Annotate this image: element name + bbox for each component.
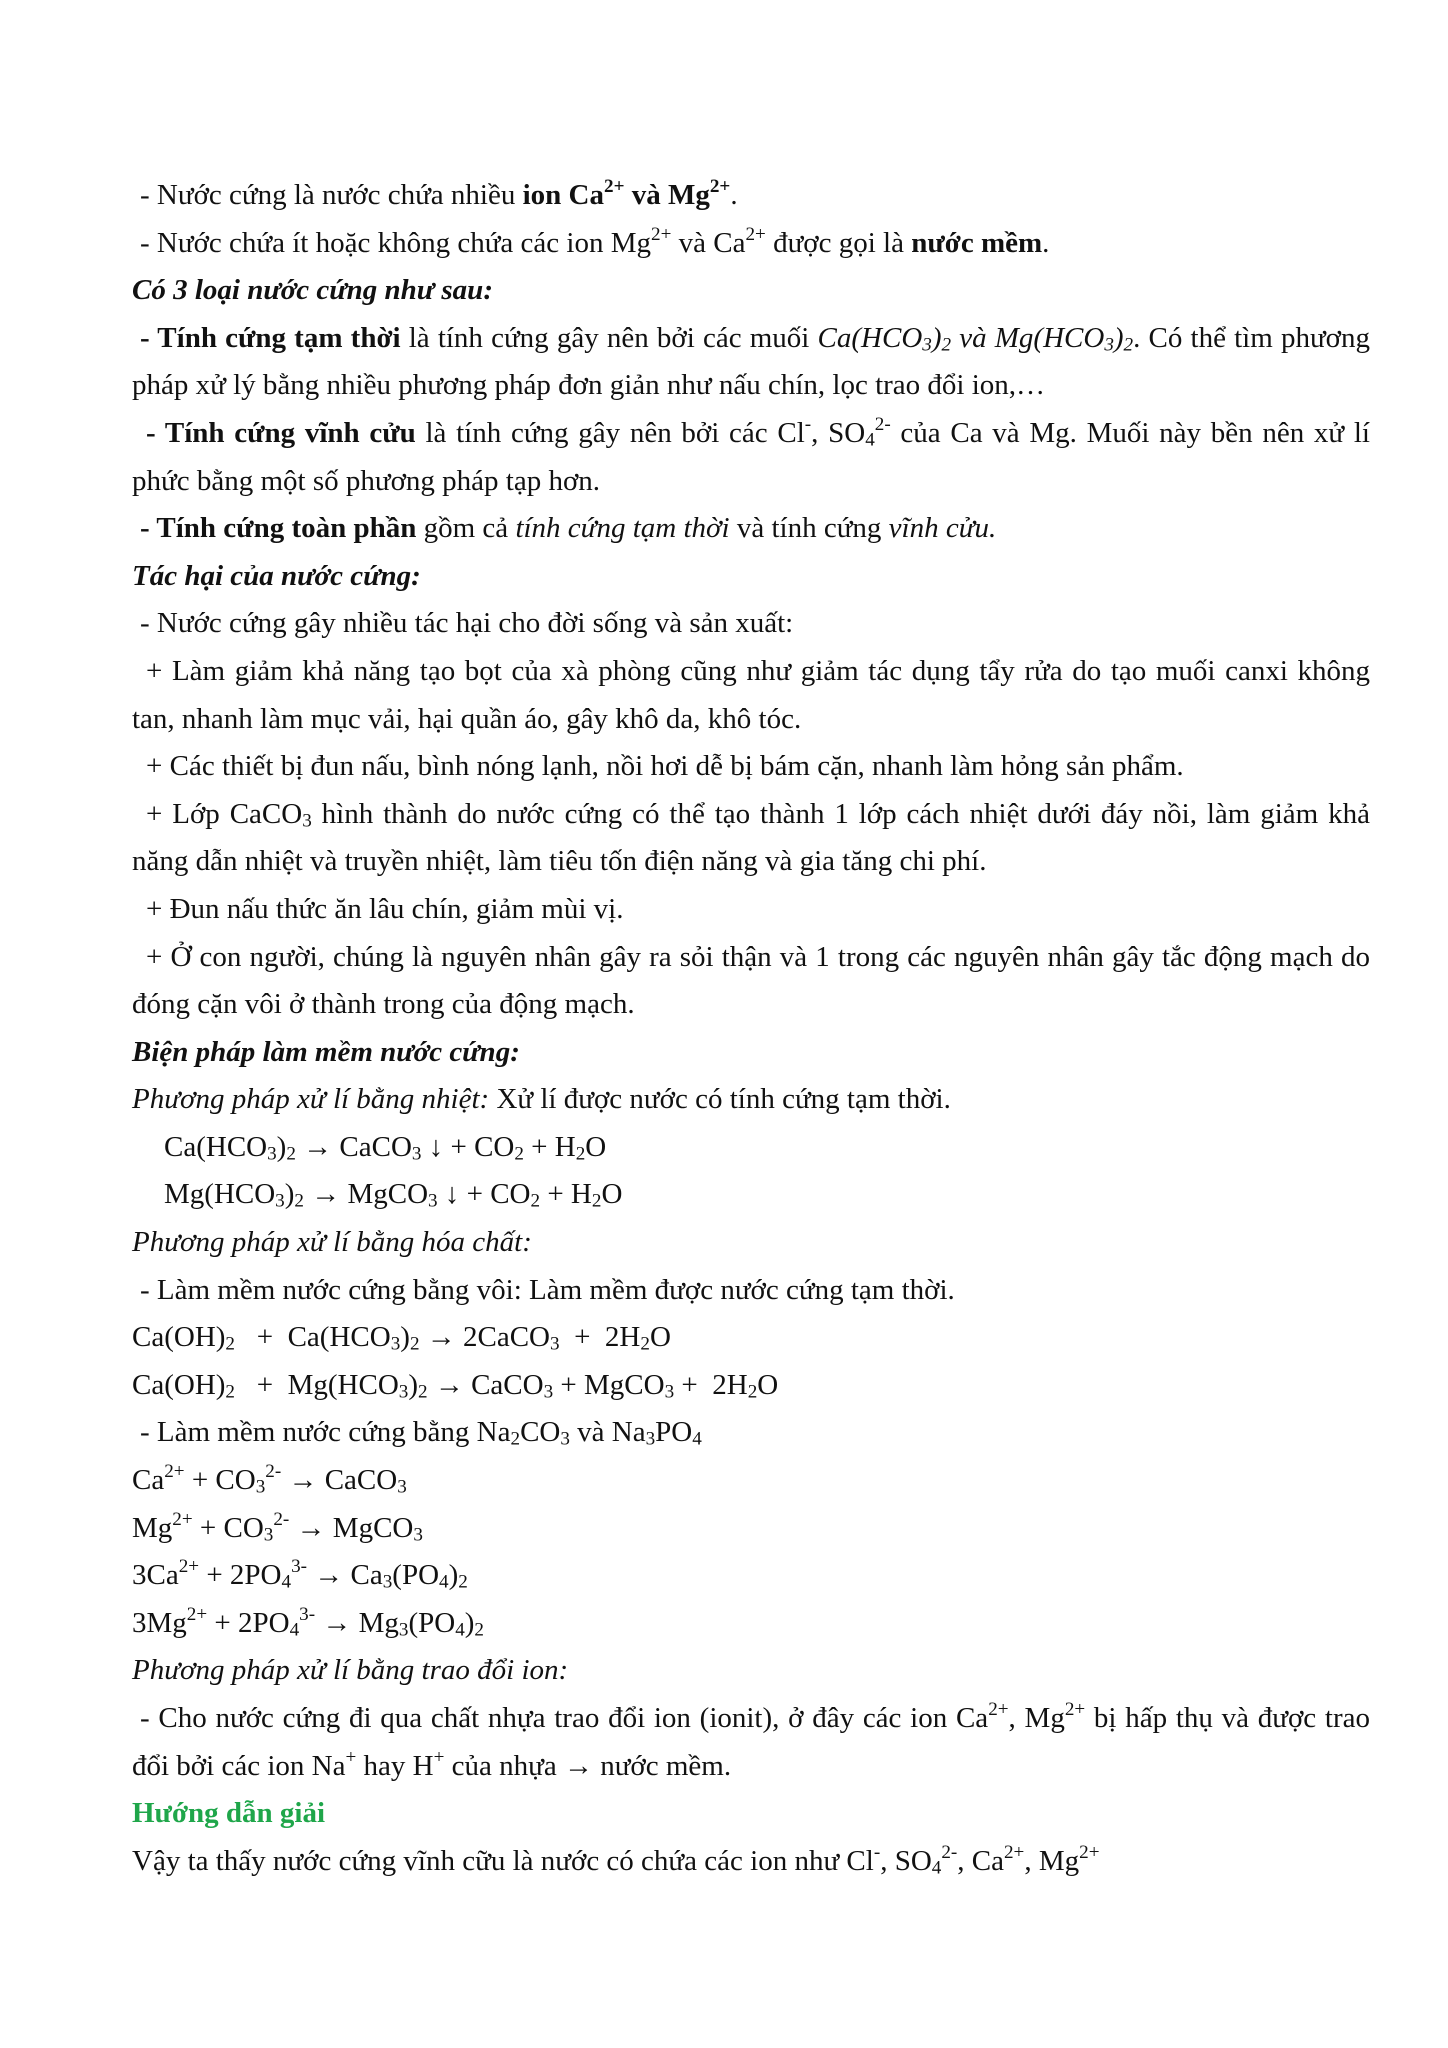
answer-line: Vậy ta thấy nước cứng vĩnh cữu là nước có chứa các ion như Cl-, $SO_4^{2-}$, $Ca^{2+}$, $Mg^{2+}$ xyxy=(132,1841,1100,1879)
harm-item-caco3-layer: + Lớp CaCO$_3$ hình thành do nước cứng có thể tạo thành 1 lớp cách nhiệt dưới đáy nồi, làm giảm khả năng dẫn nhiệt và truyền nhiệt, làm tiêu tốn điện năng và gia tăng chi phí. xyxy=(132,797,1370,878)
heading-softening: Biện pháp làm mềm nước cứng: xyxy=(132,1035,520,1068)
method-lime: - Làm mềm nước cứng bằng vôi: Làm mềm được nước cứng tạm thời. xyxy=(140,1273,955,1306)
equation-4: $Ca(OH)_2 + Mg(HCO_3)_2$ → CaCO$_3$ + MgCO$_3$ + $2H_2O$ xyxy=(132,1368,779,1403)
equation-7: $3Ca^{2+} + 2PO_4^{3-} \to Ca_3(PO_4)_2$ xyxy=(132,1556,468,1593)
paragraph-permanent-hardness: - Tính cứng vĩnh cửu là tính cứng gây nên bởi các Cl-, $SO_4^{2-}$ của Ca và Mg. Muối này bền nên xử lí phức bằng một số phương pháp tạp hơn. xyxy=(132,414,1370,497)
paragraph-temporary-hardness: - Tính cứng tạm thời là tính cứng gây nên bởi các muối $Ca(HCO_3)_2$ và $Mg(HCO_3)_2$. Có thể tìm phương pháp xử lý bằng nhiều phương pháp đơn giản như nấu chín, lọc trao đổi ion,… xyxy=(132,321,1371,402)
paragraph-ion-exchange: - Cho nước cứng đi qua chất nhựa trao đổi ion (ionit), ở đây các ion $Ca^{2+}$, $Mg^{2+}$ bị hấp thụ và được trao đổi bởi các ion Na+ hay H+ của nhựa → nước mềm. xyxy=(132,1699,1370,1782)
equation-3: $Ca(OH)_2 + Ca(HCO_3)_2$ → 2CaCO$_3$ + $2H_2O$ xyxy=(132,1321,671,1355)
harm-item-soap: + Làm giảm khả năng tạo bọt của xà phòng cũng như giảm tác dụng tẩy rửa do tạo muối canxi không tan, nhanh làm mục vải, hại quần áo, gây khô da, khô tóc. xyxy=(132,654,1370,735)
equation-2: $Mg(HCO_3)_2$ → MgCO$_3$ ↓ + $CO_2 + H_2O$ xyxy=(164,1178,623,1212)
method-chemical: Phương pháp xử lí bằng hóa chất: xyxy=(132,1226,532,1259)
equation-8: $3Mg^{2+} + 2PO_4^{3-} \to Mg_3(PO_4)_2$ xyxy=(132,1603,484,1641)
heading-types: Có 3 loại nước cứng như sau: xyxy=(132,274,493,307)
document-body xyxy=(132,172,1370,1885)
method-heat: Phương pháp xử lí bằng nhiệt: Xử lí được nước có tính cứng tạm thời. xyxy=(132,1083,951,1116)
equation-1: $Ca(HCO_3)_2$ → CaCO$_3$ ↓ + $CO_2 + H_2O$ xyxy=(164,1130,607,1165)
heading-harm: Tác hại của nước cứng: xyxy=(132,559,421,592)
equation-6: $Mg^{2+} + CO_3^{2-}$ → MgCO$_3$ xyxy=(132,1508,423,1546)
harm-item-cooking: + Đun nấu thức ăn lâu chín, giảm mùi vị. xyxy=(146,892,624,925)
method-soda: - Làm mềm nước cứng bằng $Na_2CO_3$ và $Na_3PO_4$ xyxy=(140,1416,702,1450)
harm-intro: - Nước cứng gây nhiều tác hại cho đời sống và sản xuất: xyxy=(140,607,794,640)
heading-solution-guide: Hướng dẫn giải xyxy=(132,1797,326,1830)
definition-soft-water: - Nước chứa ít hoặc không chứa các ion $Mg^{2+}$ và $Ca^{2+}$ được gọi là nước mềm. xyxy=(140,223,1050,259)
harm-item-appliances: + Các thiết bị đun nấu, bình nóng lạnh, nồi hơi dễ bị bám cặn, nhanh làm hỏng sản phẩm. xyxy=(146,750,1184,783)
paragraph-total-hardness: - Tính cứng toàn phần gồm cả tính cứng tạm thời và tính cứng vĩnh cửu. xyxy=(140,512,997,545)
method-ion-exchange: Phương pháp xử lí bằng trao đổi ion: xyxy=(132,1654,569,1687)
harm-item-health: + Ở con người, chúng là nguyên nhân gây ra sỏi thận và 1 trong các nguyên nhân gây tắc động mạch do đóng cặn vôi ở thành trong của động mạch. xyxy=(132,940,1370,1021)
definition-hard-water: - Nước cứng là nước chứa nhiều ion $Ca^{2+}$ và $Mg^{2+}$. xyxy=(140,176,738,211)
equation-5: $Ca^{2+} + CO_3^{2-}$ → CaCO$_3$ xyxy=(132,1461,407,1498)
